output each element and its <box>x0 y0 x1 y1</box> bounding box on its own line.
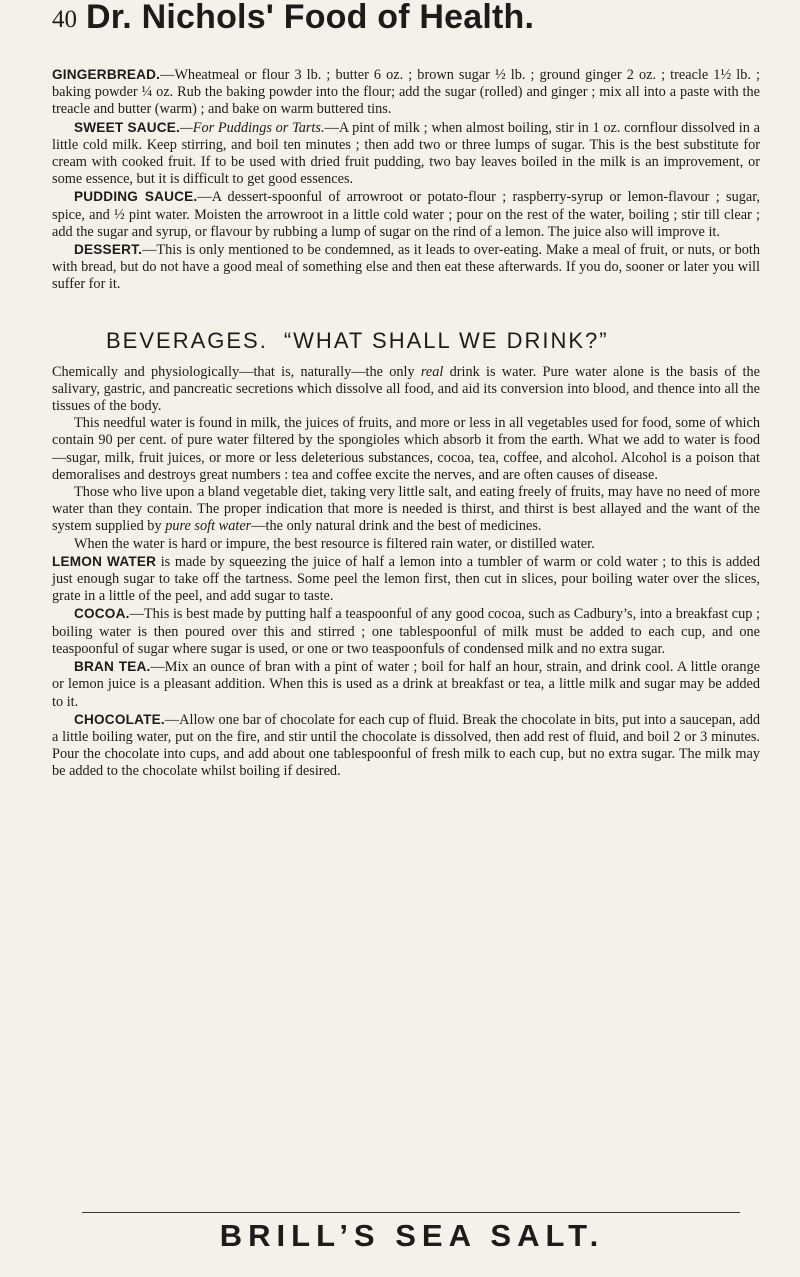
beverages-title: BEVERAGES. <box>106 327 268 353</box>
footer-rule <box>82 1212 740 1213</box>
intro-text: —the only natural drink and the best of medicines. <box>251 518 542 535</box>
drink-title: COCOA. <box>74 606 130 622</box>
page-footer <box>0 1218 800 1254</box>
drink-body: —Allow one bar of chocolate for each cup of fluid. Break the chocolate in bits, put into a saucepan, add a little boiling water, put on the fire, and stir until the chocolate is dissolved, then add rest of fluid, and boil 2 or 3 minutes. Pour the chocolate into cups, and add about one tablespoonful of fresh milk to each cup, but no extra sugar. The milk may be added to the chocolate whilst boiling if desired. <box>52 711 760 780</box>
intro-text: When the water is hard or impure, the best resource is filtered rain water, or distilled water. <box>74 535 595 552</box>
recipe-title: DESSERT. <box>74 242 143 258</box>
recipe-subtitle: —For Puddings or Tarts. <box>180 119 325 136</box>
drink-title: BRAN TEA. <box>74 659 151 675</box>
beverages-heading <box>106 328 760 354</box>
intro-paragraph <box>52 364 760 416</box>
intro-text: drink is water. Pure water alone is the basis of the salivary, gastric, and pancreatic secretions which dissolve all food, and aid its conversion into blood, and thence into all the tissues of the body. <box>52 363 760 415</box>
footer-advert: BRILL’S SEA SALT. <box>219 1218 605 1253</box>
recipe-dessert <box>52 241 760 294</box>
recipe-title: SWEET SAUCE. <box>74 119 181 135</box>
running-title: Dr. Nichols' Food of Health. <box>86 0 535 36</box>
drink-lemon-water <box>52 553 760 606</box>
recipe-body: —A pint of milk ; when almost boiling, stir in 1 oz. cornflour dissolved in a little cold milk. Keep stirring, and boil ten minutes ; then add two or three lumps of sugar. This is the best substitute for cream with cooked fruit. If to be used with dried fruit pudding, two bay leaves boiled in the milk is an improvement, or some essence, but it is difficult to get good essences. <box>52 119 760 188</box>
recipe-body: —Wheatmeal or flour 3 lb. ; butter 6 oz. ; brown sugar ½ lb. ; ground ginger 2 oz. ; treacle 1½ lb. ; baking powder ¼ oz. Rub the baking powder into the flour; add the sugar (rolled) and ginger ; mix all into a paste with the treacle and butter (warm) ; and bake on warm buttered tins. <box>52 67 760 118</box>
intro-text: Chemically and physiologically—that is, naturally—the only <box>52 363 421 380</box>
drink-body: —This is best made by putting half a teaspoonful of any good cocoa, such as Cadbury’s, into a breakfast cup ; boiling water is then poured over this and stirred ; one tablespoonful of milk must be added to each cup, and one teaspoonful of sugar where sugar is used, or one or two teaspoonfuls of condensed milk and no extra sugar. <box>52 606 760 657</box>
recipe-gingerbread <box>52 66 760 119</box>
recipe-sweet-sauce <box>52 119 760 189</box>
recipe-title: PUDDING SAUCE. <box>74 189 198 205</box>
drink-body: —Mix an ounce of bran with a pint of water ; boil for half an hour, strain, and drink cool. A little orange or lemon juice is a pleasant addition. When this is used as a drink at breakfast or tea, a little milk and sugar may be added to it. <box>52 659 760 710</box>
drink-chocolate <box>52 711 760 781</box>
intro-paragraph <box>52 415 760 484</box>
intro-text: Those who live upon a bland vegetable diet, taking very little salt, and eating freely of fruits, may have no need of more water than they contain. The proper indication that more is needed is thirst, and thirst is best allayed and the want of the system supplied by <box>52 484 760 535</box>
intro-emphasis: real <box>420 363 444 380</box>
intro-emphasis: pure soft water <box>165 518 252 535</box>
recipe-body: —A dessert-spoonful of arrowroot or potato-flour ; raspberry-syrup or lemon-flavour ; sugar, spice, and ½ pint water. Moisten the arrowroot in a little cold water ; pour on the rest of the water, boiling ; stir till clear ; add the sugar and syrup, or flavour by rubbing a lump of sugar on the rind of a lemon. The juice also will improve it. <box>52 189 760 240</box>
drink-title: LEMON WATER <box>52 553 157 569</box>
drink-cocoa <box>52 605 760 658</box>
recipe-pudding-sauce <box>52 188 760 241</box>
page-header <box>52 0 760 66</box>
drink-title: CHOCOLATE. <box>74 711 165 727</box>
recipe-title: GINGERBREAD. <box>52 67 161 82</box>
beverages-intro <box>52 364 760 553</box>
intro-paragraph <box>52 484 760 536</box>
intro-text: This needful water is found in milk, the juices of fruits, and more or less in all vegetables used for food, some of which contain 90 per cent. of pure water filtered by the spongioles which absorb it from the earth. What we add to water is food —sugar, milk, fruit juices, or more or less deleterious substances, cocoa, tea, coffee, and alcohol. Alcohol is a poison that demoralises and destroys great numbers : tea and coffee excite the nerves, and are often causes of disease. <box>52 415 760 483</box>
drink-bran-tea <box>52 658 760 711</box>
recipe-body: —This is only mentioned to be condemned, as it leads to over-eating. Make a meal of fruit, or nuts, or both with bread, but do not have a good meal of something else and then eat these afterwards. If you do, sooner or later you will suffer for it. <box>52 242 760 293</box>
intro-paragraph <box>52 536 760 553</box>
page-number: 40 <box>52 6 77 33</box>
beverages-question: “WHAT SHALL WE DRINK?” <box>283 327 609 353</box>
recipe-section <box>52 66 760 294</box>
drinks-section <box>52 553 760 781</box>
drink-body: is made by squeezing the juice of half a lemon into a tumbler of warm or cold water ; to this is added just enough sugar to take off the tartness. Some peel the lemon first, then cut in slices, pour boiling water over the slices, grate in a little of the peel, and add sugar to taste. <box>52 553 760 605</box>
